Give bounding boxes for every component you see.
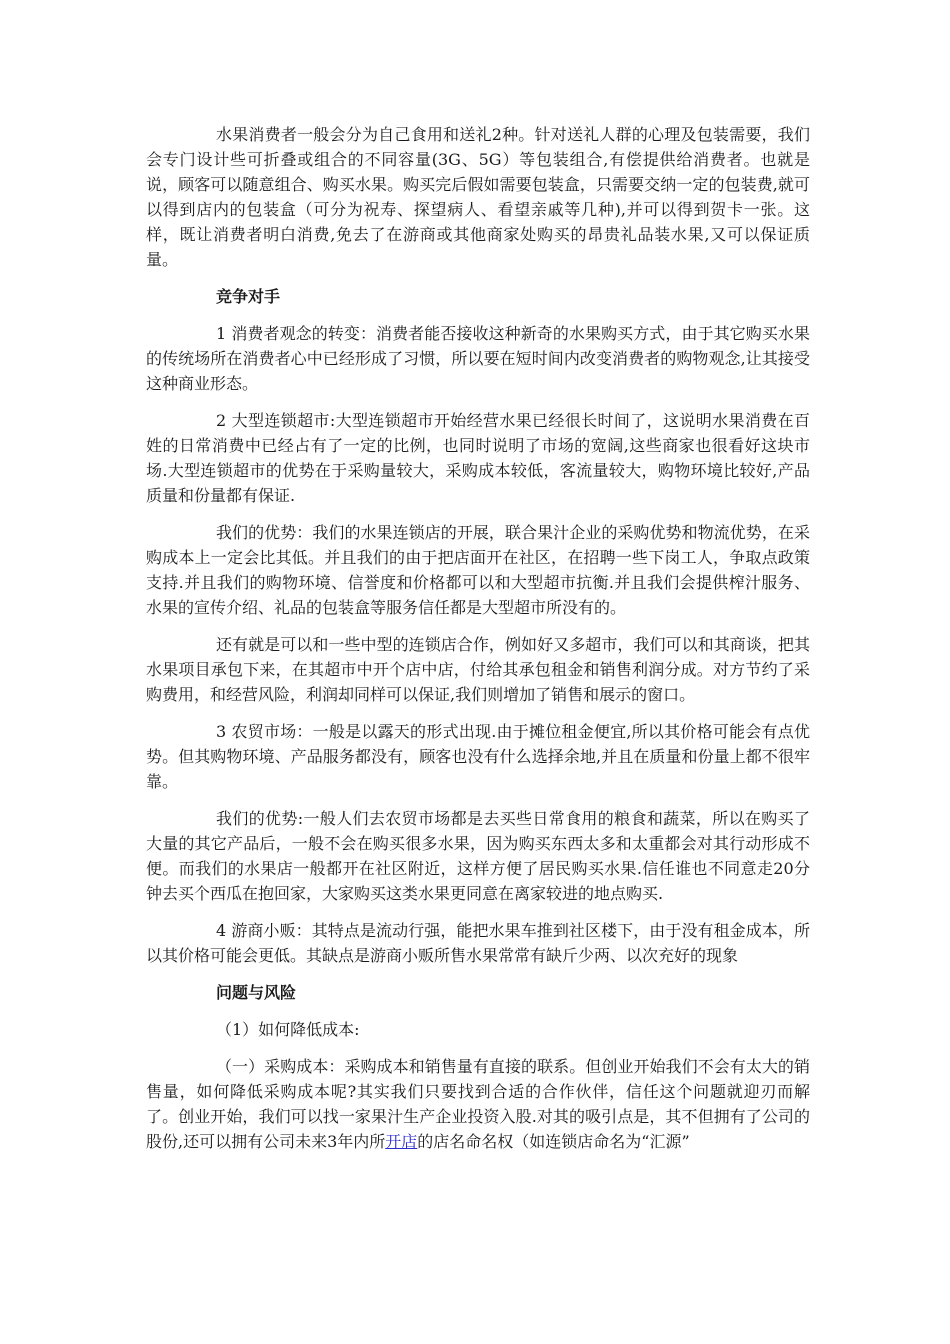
paragraph-supermarket: 2 大型连锁超市:大型连锁超市开始经营水果已经很长时间了，这说明水果消费在百姓的日常消费中已经占有了一定的比例，也同时说明了市场的宽阔,这些商家也很看好这块市场.大型连锁超市的优势在于采购量较大，采购成本较低，客流量较大，购物环境比较好,产品质量和份量都有保证. <box>146 411 810 505</box>
paragraph-procurement-cost <box>146 1054 810 1154</box>
paragraph-our-advantage-2: 我们的优势:一般人们去农贸市场都是去买些日常食用的粮食和蔬菜，所以在购买了大量的其它产品后，一般不会在购买很多水果，因为购买东西太多和太重都会对其行动形成不便。而我们的水果店一般都开在社区附近，这样方便了居民购买水果.信任谁也不同意走20分钟去买个西瓜在抱回家，大家购买这类水果更同意在离家较进的地点购买. <box>146 809 810 903</box>
heading-problems-risks: 问题与风险 <box>216 983 297 1002</box>
document-page <box>146 122 810 1166</box>
procurement-text-pre: （一）采购成本：采购成本和销售量有直接的联系。但创业开始我们不会有太大的销售量，如何降低采购成本呢?其实我们只要找到合适的合作伙伴，信任这个问题就迎刃而解了。创业开始，我们可以找一家果汁生产企业投资入股.对其的吸引点是，其不但拥有了公司的股份,还可以拥有公司未来3年内所 <box>146 1057 810 1151</box>
procurement-text-post: 的店名命名权（如连锁店命名为“汇源” <box>417 1132 690 1151</box>
paragraph-street-vendors: 4 游商小贩：其特点是流动行强，能把水果车推到社区楼下，由于没有租金成本，所以其价格可能会更低。其缺点是游商小贩所售水果常常有缺斤少两、以次充好的现象 <box>146 921 810 965</box>
paragraph-reduce-cost: （1）如何降低成本: <box>216 1020 360 1039</box>
open-store-link[interactable]: 开店 <box>385 1132 418 1151</box>
heading-competitors: 竞争对手 <box>216 287 281 306</box>
paragraph-consumer-concept: 1 消费者观念的转变：消费者能否接收这种新奇的水果购买方式，由于其它购买水果的传统场所在消费者心中已经形成了习惯，所以要在短时间内改变消费者的购物观念,让其接受这种商业形态。 <box>146 324 810 393</box>
paragraph-gift-packaging: 水果消费者一般会分为自己食用和送礼2种。针对送礼人群的心理及包装需要，我们会专门设计些可折叠或组合的不同容量(3G、5G）等包装组合,有偿提供给消费者。也就是说，顾客可以随意组合、购买水果。购买完后假如需要包装盒，只需要交纳一定的包装费,就可以得到店内的包装盒（可分为祝寿、探望病人、看望亲戚等几种),并可以得到贺卡一张。这样，既让消费者明白消费,免去了在游商或其他商家处购买的昂贵礼品装水果,又可以保证质量。 <box>146 125 810 269</box>
paragraph-cooperation: 还有就是可以和一些中型的连锁店合作，例如好又多超市，我们可以和其商谈，把其水果项目承包下来，在其超市中开个店中店，付给其承包租金和销售利润分成。对方节约了采购费用，和经营风险，利润却同样可以保证,我们则增加了销售和展示的窗口。 <box>146 635 810 704</box>
paragraph-farmers-market: 3 农贸市场：一般是以露天的形式出现.由于摊位租金便宜,所以其价格可能会有点优势。但其购物环境、产品服务都没有，顾客也没有什么选择余地,并且在质量和份量上都不很牢靠。 <box>146 722 810 791</box>
paragraph-our-advantage-1: 我们的优势：我们的水果连锁店的开展，联合果汁企业的采购优势和物流优势，在采购成本上一定会比其低。并且我们的由于把店面开在社区，在招聘一些下岗工人，争取点政策支持.并且我们的购物环境、信誉度和价格都可以和大型超市抗衡.并且我们会提供榨汁服务、水果的宣传介绍、礼品的包装盒等服务信任都是大型超市所没有的。 <box>146 523 810 617</box>
